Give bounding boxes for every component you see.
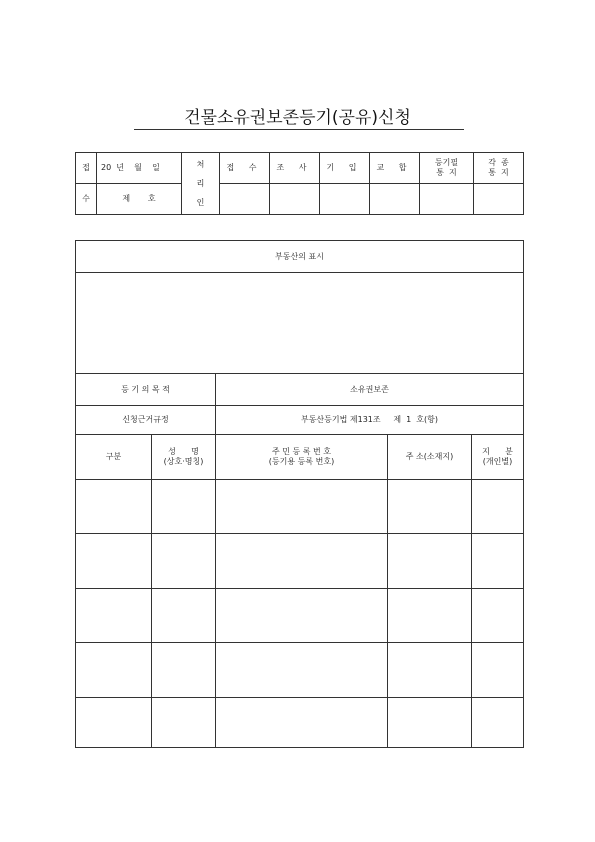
owner-name-field[interactable] <box>152 698 216 748</box>
owner-name-field[interactable] <box>152 643 216 698</box>
purpose-label: 등 기 의 목 적 <box>76 374 216 406</box>
stamp-cell-receive[interactable] <box>220 184 270 215</box>
owner-address-field[interactable] <box>388 589 472 643</box>
page-title: 건물소유권보존등기(공유)신청 <box>184 108 411 128</box>
owner-address-field[interactable] <box>388 480 472 534</box>
step-completion-notice: 등기필 통 지 <box>420 153 474 184</box>
owner-category-field[interactable] <box>76 589 152 643</box>
owner-category-field[interactable] <box>76 698 152 748</box>
step-various-notice: 각 종 통 지 <box>474 153 524 184</box>
receipt-table <box>75 152 524 215</box>
table-row <box>76 480 524 534</box>
owner-address-field[interactable] <box>388 698 472 748</box>
owner-id-field[interactable] <box>216 589 388 643</box>
purpose-value: 소유권보존 <box>216 374 524 406</box>
owner-address-field[interactable] <box>388 534 472 589</box>
owner-share-field[interactable] <box>472 698 524 748</box>
owner-id-field[interactable] <box>216 698 388 748</box>
stamp-cell-various-notice[interactable] <box>474 184 524 215</box>
table-row <box>76 698 524 748</box>
step-entry: 기 입 <box>320 153 370 184</box>
owner-name-field[interactable] <box>152 480 216 534</box>
receipt-label-bottom: 수 <box>76 184 97 215</box>
title-underline <box>134 129 464 130</box>
owners-header-name: 성 명 (상호·명칭) <box>152 435 216 480</box>
owners-header-address: 주 소(소재지) <box>388 435 472 480</box>
receipt-date-label: 20 년 월 일 <box>97 153 182 184</box>
processor-label: 처 리 인 <box>182 153 220 215</box>
owner-id-field[interactable] <box>216 534 388 589</box>
owner-share-field[interactable] <box>472 643 524 698</box>
owners-header-share: 지 분 (개인별) <box>472 435 524 480</box>
property-description-field[interactable] <box>76 273 524 374</box>
stamp-cell-completion-notice[interactable] <box>420 184 474 215</box>
owner-name-field[interactable] <box>152 534 216 589</box>
cause-label: 신청근거규정 <box>76 406 216 435</box>
owner-share-field[interactable] <box>472 480 524 534</box>
step-receive: 접 수 <box>220 153 270 184</box>
owner-id-field[interactable] <box>216 480 388 534</box>
owner-category-field[interactable] <box>76 480 152 534</box>
owner-category-field[interactable] <box>76 534 152 589</box>
owner-share-field[interactable] <box>472 589 524 643</box>
receipt-label-top: 접 <box>76 153 97 184</box>
application-table <box>75 240 524 748</box>
step-collation: 교 합 <box>370 153 420 184</box>
cause-value: 부동산등기법 제131조 제 1 호(항) <box>216 406 524 435</box>
stamp-cell-collation[interactable] <box>370 184 420 215</box>
stamp-cell-entry[interactable] <box>320 184 370 215</box>
owner-category-field[interactable] <box>76 643 152 698</box>
owner-address-field[interactable] <box>388 643 472 698</box>
owners-header-id-number: 주 민 등 록 번 호 (등기용 등록 번호) <box>216 435 388 480</box>
step-review: 조 사 <box>270 153 320 184</box>
owner-name-field[interactable] <box>152 589 216 643</box>
owner-id-field[interactable] <box>216 643 388 698</box>
receipt-number-label: 제 호 <box>97 184 182 215</box>
property-header: 부동산의 표시 <box>76 241 524 273</box>
stamp-cell-review[interactable] <box>270 184 320 215</box>
owners-header-category: 구분 <box>76 435 152 480</box>
owner-share-field[interactable] <box>472 534 524 589</box>
table-row <box>76 534 524 589</box>
table-row <box>76 589 524 643</box>
table-row <box>76 643 524 698</box>
